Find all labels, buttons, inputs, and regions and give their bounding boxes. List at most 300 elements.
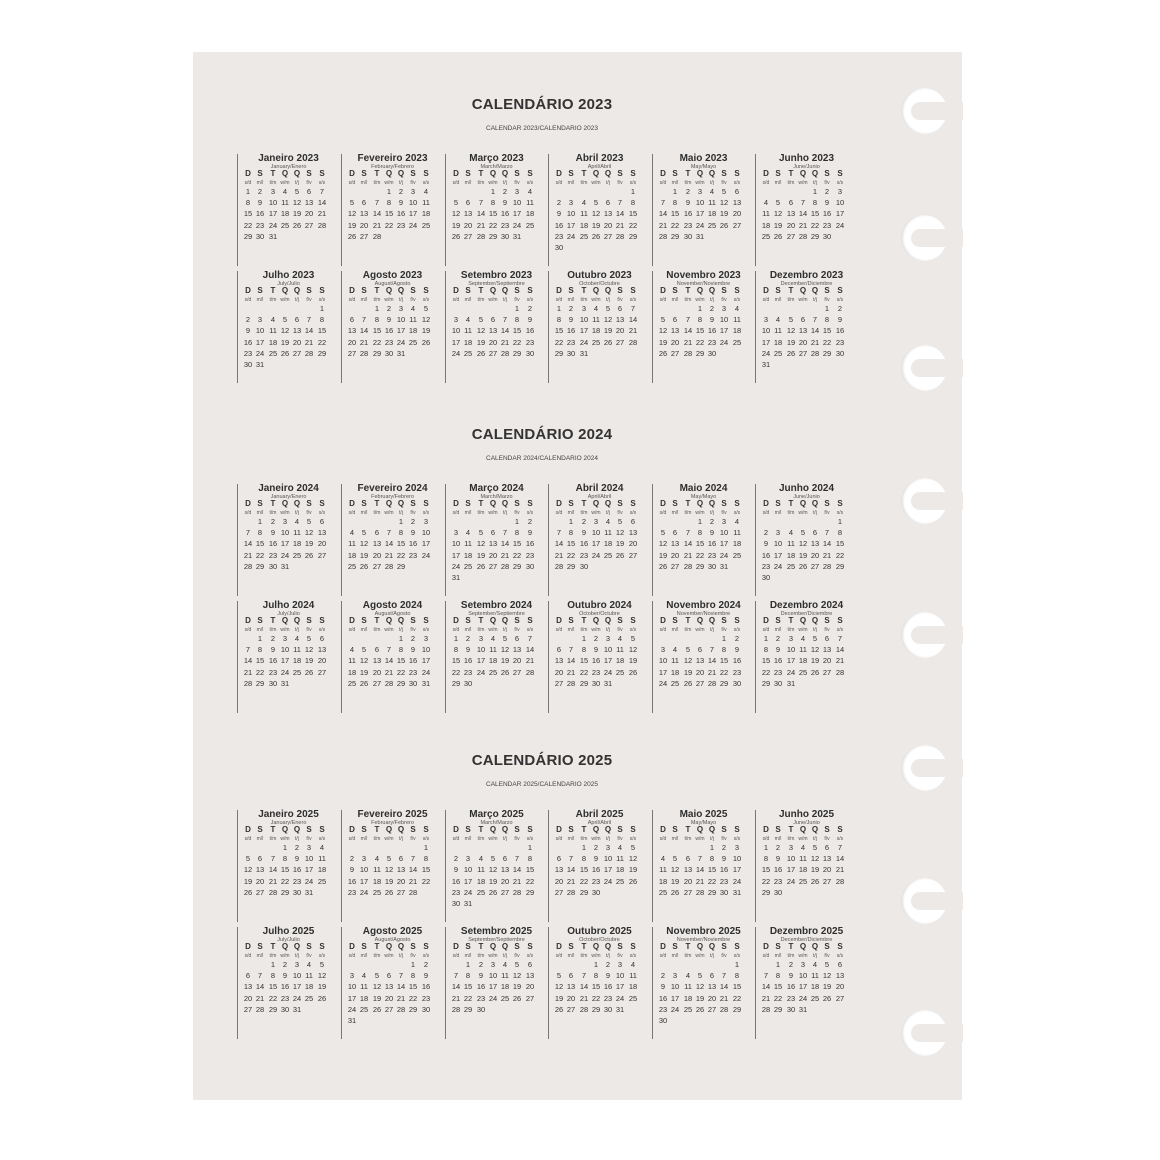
- month-block: [548, 601, 649, 713]
- day-cell: 29: [628, 231, 638, 241]
- day-cell: 6: [685, 854, 691, 864]
- day-cell: 22: [554, 337, 564, 347]
- day-cell: 5: [617, 517, 623, 526]
- day-cell: 19: [773, 220, 783, 230]
- day-cell: 28: [255, 1004, 265, 1014]
- day-cell: 22: [243, 220, 253, 230]
- day-cell: 18: [347, 667, 357, 677]
- month-translation: October/Octubre: [579, 937, 620, 943]
- weekday-label: S: [319, 825, 325, 834]
- weekday-sublabel: m/l: [671, 836, 679, 842]
- weekday-label: S: [734, 169, 740, 178]
- day-cell: 27: [732, 220, 742, 230]
- day-cell: 12: [810, 645, 820, 655]
- weekday-sublabel: t/j: [813, 510, 817, 516]
- weekday-sublabel: m/l: [567, 836, 575, 842]
- day-cell: 14: [384, 656, 394, 666]
- day-cell: 15: [554, 326, 564, 336]
- weekday-sublabel: m/l: [360, 953, 368, 959]
- day-cell: 7: [556, 528, 562, 538]
- day-cell: 1: [374, 304, 380, 313]
- weekday-label: Q: [696, 286, 704, 295]
- day-cell: 16: [396, 209, 406, 219]
- weekday-label: Q: [489, 286, 497, 295]
- day-cell: 9: [837, 315, 843, 325]
- day-cell: 26: [683, 678, 693, 688]
- day-cell: 27: [786, 231, 796, 241]
- weekday-sublabel: t/m: [684, 953, 692, 959]
- weekday-sublabel: f/v: [824, 836, 830, 842]
- weekday-sublabel: t/m: [373, 627, 381, 633]
- month-name: Outubro 2023: [567, 270, 632, 281]
- day-cell: 28: [500, 348, 510, 358]
- day-cell: 22: [695, 550, 705, 560]
- weekday-label: D: [556, 616, 562, 625]
- day-cell: 24: [396, 337, 406, 347]
- day-cell: 28: [243, 561, 253, 571]
- weekday-sublabel: t/j: [295, 627, 299, 633]
- day-cell: 17: [359, 876, 369, 886]
- day-cell: 21: [810, 337, 820, 347]
- day-cell: 20: [347, 337, 357, 347]
- weekday-sublabel: t/m: [580, 510, 588, 516]
- day-cell: 24: [488, 993, 498, 1003]
- day-cell: 3: [788, 843, 794, 852]
- weekday-label: S: [824, 169, 830, 178]
- day-cell: 16: [579, 539, 589, 549]
- day-cell: 5: [319, 960, 325, 969]
- weekday-sublabel: t/m: [684, 836, 692, 842]
- weekday-sublabel: t/m: [787, 180, 795, 186]
- weekday-label: D: [556, 286, 562, 295]
- weekday-label: S: [568, 825, 574, 834]
- day-cell: 15: [566, 539, 576, 549]
- day-cell: 29: [822, 348, 832, 358]
- day-cell: 2: [593, 843, 599, 852]
- day-cell: 17: [591, 539, 601, 549]
- day-cell: 16: [408, 539, 418, 549]
- day-cell: 15: [761, 656, 771, 666]
- day-cell: 24: [421, 550, 431, 560]
- day-cell: 10: [304, 854, 314, 864]
- day-cell: 2: [568, 304, 574, 313]
- weekday-label: T: [788, 169, 794, 178]
- weekday-label: Q: [708, 616, 716, 625]
- day-cell: 31: [396, 348, 406, 358]
- day-cell: 2: [775, 634, 781, 643]
- day-cell: 2: [556, 198, 562, 208]
- day-cell: 14: [628, 315, 638, 325]
- day-cell: 23: [243, 348, 253, 358]
- day-cell: 30: [554, 243, 564, 252]
- day-cell: 19: [810, 656, 820, 666]
- weekday-sublabel: s/d: [659, 627, 667, 633]
- day-cell: 30: [280, 1004, 290, 1014]
- day-cell: 20: [628, 539, 638, 549]
- day-cell: 4: [465, 528, 471, 538]
- weekday-label: D: [453, 616, 459, 625]
- day-cell: 19: [359, 550, 369, 560]
- day-cell: 19: [786, 337, 796, 347]
- weekday-label: S: [514, 616, 520, 625]
- day-cell: 6: [514, 634, 520, 643]
- day-cell: 25: [408, 337, 418, 347]
- weekday-label: S: [514, 825, 520, 834]
- day-cell: 10: [695, 198, 705, 208]
- day-cell: 10: [396, 315, 406, 325]
- day-cell: 13: [615, 315, 625, 325]
- month-translation: August/Agosto: [374, 611, 411, 617]
- day-cell: 17: [615, 982, 625, 992]
- day-cell: 1: [398, 517, 404, 526]
- day-cell: 14: [835, 645, 845, 655]
- weekday-sublabel: s/d: [452, 180, 460, 186]
- day-cell: 14: [719, 982, 729, 992]
- day-cell: 2: [465, 634, 471, 643]
- day-cell: 9: [410, 528, 416, 538]
- day-cell: 17: [304, 865, 314, 875]
- day-cell: 20: [463, 220, 473, 230]
- day-cell: 24: [451, 348, 461, 358]
- day-cell: 16: [280, 982, 290, 992]
- day-cell: 9: [398, 198, 404, 208]
- day-cell: 15: [396, 539, 406, 549]
- day-cell: 4: [630, 960, 636, 969]
- day-cell: 27: [488, 561, 498, 571]
- month-block: [755, 601, 856, 713]
- weekday-label: Q: [592, 286, 600, 295]
- day-cell: 8: [775, 971, 781, 981]
- month-translation: January/Enero: [270, 164, 307, 170]
- year-subtitle: CALENDAR 2025/CALENDARIO 2025: [486, 781, 598, 788]
- weekday-label: T: [788, 499, 794, 508]
- day-cell: 11: [592, 315, 600, 325]
- weekday-sublabel: w/m: [488, 627, 498, 633]
- weekday-sublabel: t/m: [477, 510, 485, 516]
- weekday-label: Q: [799, 825, 807, 834]
- month-translation: May/Mayo: [690, 820, 717, 826]
- weekday-sublabel: w/m: [280, 836, 290, 842]
- weekday-label: Q: [696, 499, 704, 508]
- day-cell: 14: [683, 326, 693, 336]
- day-cell: 19: [292, 209, 302, 219]
- weekday-label: S: [837, 616, 843, 625]
- day-cell: 11: [762, 209, 770, 219]
- binder-ring: [901, 88, 961, 134]
- day-cell: 31: [603, 678, 613, 688]
- month-name: Março 2023: [469, 153, 524, 164]
- day-cell: 6: [306, 187, 312, 196]
- day-cell: 4: [410, 304, 416, 313]
- day-cell: 8: [697, 315, 703, 325]
- day-cell: 1: [465, 960, 471, 969]
- day-cell: 28: [658, 231, 668, 241]
- weekday-sublabel: f/v: [824, 297, 830, 303]
- weekday-sublabel: m/l: [671, 510, 679, 516]
- day-cell: 21: [579, 993, 589, 1003]
- weekday-label: S: [319, 169, 325, 178]
- day-cell: 30: [732, 678, 742, 688]
- month-name: Novembro 2024: [666, 600, 741, 611]
- day-cell: 9: [282, 971, 288, 981]
- weekday-sublabel: s/s: [318, 627, 326, 633]
- weekday-sublabel: w/m: [798, 953, 808, 959]
- weekday-label: Q: [281, 286, 289, 295]
- month-name: Outubro 2024: [567, 600, 632, 611]
- weekday-label: Q: [489, 169, 497, 178]
- month-translation: August/Agosto: [374, 281, 411, 287]
- day-cell: 22: [566, 550, 576, 560]
- day-cell: 4: [617, 634, 623, 643]
- day-cell: 27: [500, 887, 510, 897]
- day-cell: 7: [527, 634, 533, 643]
- day-cell: 10: [773, 539, 783, 549]
- day-cell: 1: [837, 517, 843, 526]
- day-cell: 16: [476, 982, 486, 992]
- weekday-sublabel: s/d: [244, 510, 252, 516]
- weekday-label: Q: [708, 499, 716, 508]
- day-cell: 29: [525, 887, 535, 897]
- day-cell: 26: [810, 667, 820, 677]
- weekday-label: D: [763, 499, 769, 508]
- day-cell: 7: [568, 854, 574, 864]
- weekday-label: D: [245, 169, 251, 178]
- month-block: [652, 271, 753, 383]
- day-cell: 8: [257, 528, 263, 538]
- weekday-sublabel: t/m: [580, 180, 588, 186]
- day-cell: 11: [671, 656, 679, 666]
- weekday-sublabel: f/v: [514, 510, 520, 516]
- day-cell: 20: [554, 876, 564, 886]
- month-name: Junho 2023: [778, 153, 835, 164]
- day-cell: 20: [603, 220, 613, 230]
- day-cell: 24: [786, 876, 796, 886]
- day-cell: 7: [685, 528, 691, 538]
- day-cell: 11: [281, 198, 289, 208]
- month-name: Julho 2024: [262, 600, 315, 611]
- day-cell: 22: [628, 220, 638, 230]
- weekday-sublabel: s/d: [348, 627, 356, 633]
- weekday-sublabel: s/s: [318, 836, 326, 842]
- weekday-label: S: [721, 169, 727, 178]
- day-cell: 15: [822, 326, 832, 336]
- day-cell: 28: [579, 1004, 589, 1014]
- day-cell: 12: [359, 656, 369, 666]
- weekday-sublabel: w/m: [384, 953, 394, 959]
- weekday-sublabel: s/d: [244, 180, 252, 186]
- weekday-label: T: [374, 616, 380, 625]
- day-cell: 9: [824, 198, 830, 208]
- weekday-label: Q: [489, 942, 497, 951]
- day-cell: 4: [788, 528, 794, 538]
- month-name: Agosto 2023: [362, 270, 423, 281]
- month-block: [237, 154, 338, 266]
- weekday-sublabel: m/l: [671, 297, 679, 303]
- month-translation: January/Enero: [270, 494, 307, 500]
- month-name: Agosto 2024: [362, 600, 423, 611]
- day-cell: 8: [763, 854, 769, 864]
- month-block: [548, 484, 649, 596]
- day-cell: 25: [786, 561, 796, 571]
- weekday-label: S: [824, 616, 830, 625]
- day-cell: 4: [306, 960, 312, 969]
- day-cell: 17: [695, 209, 705, 219]
- day-cell: 16: [707, 539, 717, 549]
- day-cell: 10: [421, 645, 431, 655]
- day-cell: 21: [396, 993, 406, 1003]
- day-cell: 29: [408, 1004, 418, 1014]
- day-cell: 6: [556, 854, 562, 864]
- day-cell: 8: [697, 528, 703, 538]
- day-cell: 21: [628, 326, 638, 336]
- weekday-sublabel: m/l: [464, 180, 472, 186]
- weekday-sublabel: t/j: [813, 180, 817, 186]
- day-cell: 13: [786, 209, 796, 219]
- day-cell: 21: [476, 220, 486, 230]
- day-cell: 29: [512, 348, 522, 358]
- month-block: [755, 271, 856, 383]
- day-cell: 31: [786, 678, 796, 688]
- day-cell: 15: [512, 326, 522, 336]
- weekday-label: Q: [397, 169, 405, 178]
- day-cell: 11: [733, 315, 741, 325]
- day-cell: 4: [374, 854, 380, 864]
- day-cell: 21: [359, 337, 369, 347]
- day-cell: 3: [410, 187, 416, 196]
- day-cell: 9: [788, 971, 794, 981]
- weekday-sublabel: t/j: [710, 836, 714, 842]
- weekday-label: S: [361, 825, 367, 834]
- day-cell: 7: [709, 645, 715, 655]
- day-cell: 3: [294, 960, 300, 969]
- day-cell: 1: [398, 634, 404, 643]
- day-cell: 5: [788, 315, 794, 325]
- day-cell: 5: [478, 528, 484, 538]
- day-cell: 1: [734, 960, 740, 969]
- weekday-sublabel: f/v: [514, 297, 520, 303]
- month-block: [755, 154, 856, 266]
- weekday-sublabel: s/d: [452, 510, 460, 516]
- day-cell: 9: [245, 326, 251, 336]
- day-cell: 12: [451, 209, 461, 219]
- day-cell: 29: [835, 561, 845, 571]
- day-cell: 6: [788, 198, 794, 208]
- weekday-sublabel: s/s: [836, 180, 844, 186]
- day-cell: 14: [243, 656, 253, 666]
- day-cell: 20: [822, 865, 832, 875]
- day-cell: 9: [556, 209, 562, 219]
- day-cell: 12: [243, 865, 253, 875]
- day-cell: 1: [775, 960, 781, 969]
- weekday-sublabel: w/m: [488, 836, 498, 842]
- day-cell: 7: [800, 198, 806, 208]
- weekday-label: S: [672, 499, 678, 508]
- weekday-sublabel: s/s: [629, 180, 637, 186]
- day-cell: 3: [788, 634, 794, 643]
- day-cell: 8: [453, 645, 459, 655]
- month-translation: March/Marzo: [480, 820, 513, 826]
- weekday-label: S: [465, 286, 471, 295]
- weekday-sublabel: t/j: [710, 627, 714, 633]
- day-cell: 21: [384, 667, 394, 677]
- day-cell: 6: [245, 971, 251, 981]
- weekday-label: Q: [811, 286, 819, 295]
- day-cell: 24: [732, 876, 742, 886]
- weekday-label: D: [349, 169, 355, 178]
- day-cell: 24: [615, 993, 625, 1003]
- day-cell: 19: [615, 539, 625, 549]
- day-cell: 2: [270, 517, 276, 526]
- month-name: Janeiro 2023: [258, 153, 319, 164]
- weekday-label: S: [721, 616, 727, 625]
- weekday-label: S: [617, 499, 623, 508]
- day-cell: 2: [423, 960, 429, 969]
- day-cell: 11: [684, 982, 692, 992]
- day-cell: 26: [658, 348, 668, 358]
- weekday-label: T: [581, 286, 587, 295]
- weekday-label: S: [465, 616, 471, 625]
- weekday-sublabel: t/m: [684, 297, 692, 303]
- day-cell: 21: [615, 220, 625, 230]
- day-cell: 14: [579, 982, 589, 992]
- day-cell: 22: [280, 876, 290, 886]
- day-cell: 18: [500, 982, 510, 992]
- day-cell: 18: [786, 550, 796, 560]
- day-cell: 4: [282, 187, 288, 196]
- weekday-label: D: [660, 616, 666, 625]
- weekday-sublabel: w/m: [384, 510, 394, 516]
- weekday-label: D: [349, 286, 355, 295]
- day-cell: 29: [554, 348, 564, 358]
- weekday-sublabel: m/l: [567, 953, 575, 959]
- weekday-label: Q: [696, 616, 704, 625]
- day-cell: 26: [615, 550, 625, 560]
- day-cell: 22: [384, 220, 394, 230]
- weekday-label: T: [581, 169, 587, 178]
- day-cell: 5: [361, 528, 367, 538]
- day-cell: 5: [423, 304, 429, 313]
- day-cell: 1: [709, 843, 715, 852]
- weekday-sublabel: t/m: [373, 953, 381, 959]
- day-cell: 15: [421, 865, 431, 875]
- day-cell: 17: [603, 656, 613, 666]
- month-translation: June/Junio: [793, 494, 820, 500]
- day-cell: 26: [304, 550, 314, 560]
- day-cell: 31: [579, 348, 589, 358]
- weekday-sublabel: t/m: [787, 953, 795, 959]
- day-cell: 29: [488, 231, 498, 241]
- day-cell: 30: [773, 678, 783, 688]
- weekday-label: S: [672, 825, 678, 834]
- day-cell: 26: [591, 231, 601, 241]
- day-cell: 6: [837, 960, 843, 969]
- day-cell: 15: [451, 656, 461, 666]
- weekday-label: S: [672, 286, 678, 295]
- day-cell: 9: [593, 854, 599, 864]
- day-cell: 6: [734, 187, 740, 196]
- weekday-label: S: [775, 499, 781, 508]
- day-cell: 9: [478, 971, 484, 981]
- weekday-label: Q: [397, 286, 405, 295]
- weekday-label: S: [775, 286, 781, 295]
- day-cell: 8: [398, 528, 404, 538]
- weekday-sublabel: w/m: [591, 836, 601, 842]
- day-cell: 11: [464, 326, 472, 336]
- weekday-sublabel: s/d: [452, 627, 460, 633]
- day-cell: 25: [463, 561, 473, 571]
- day-cell: 23: [525, 337, 535, 347]
- day-cell: 12: [372, 982, 382, 992]
